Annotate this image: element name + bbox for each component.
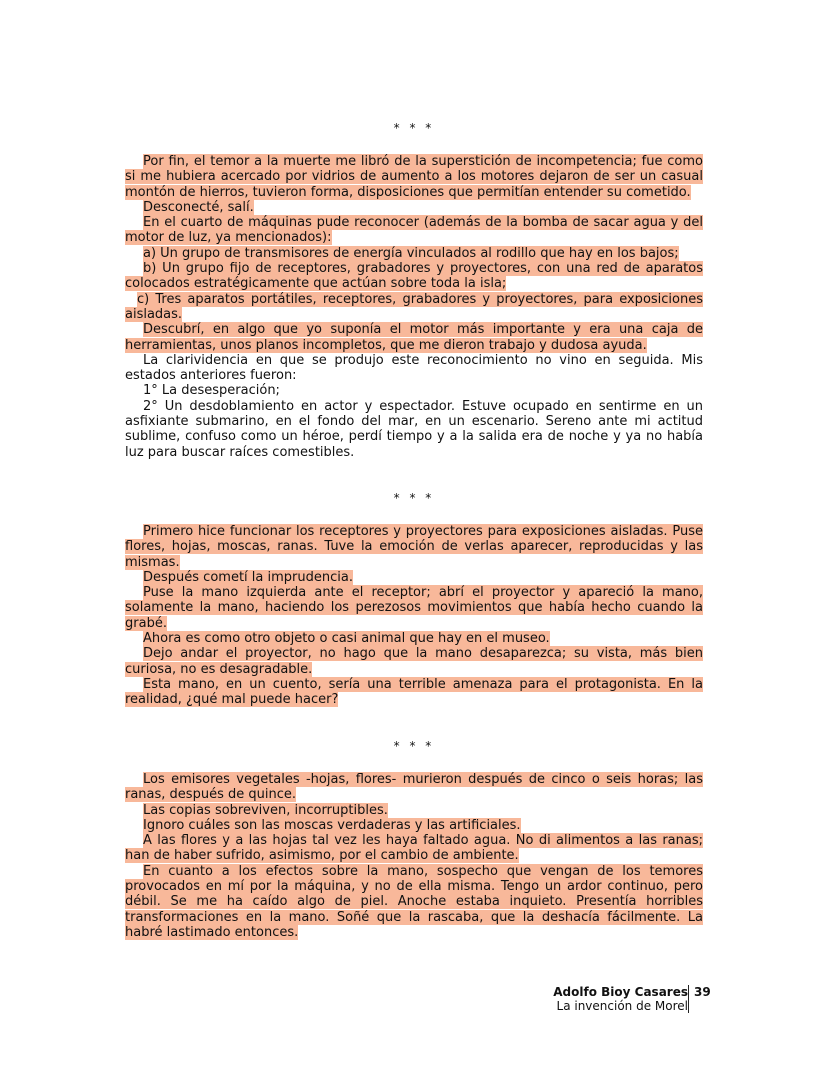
footer-book-title: La invención de Morel [556,999,688,1013]
section-3 [125,736,703,940]
paragraph: Ignoro cuáles son las moscas verdaderas y las artificiales. [143,817,521,833]
section-2 [125,488,703,708]
paragraph: Puse la mano izquierda ante el receptor; abrí el proyector y apareció la mano, solamente la mano, haciendo los perezosos movimientos que había hecho cuando la grabé. [125,585,703,631]
page-footer [553,985,711,1013]
paragraph: 1° La desesperación; [143,383,280,399]
section-separator: * * * [393,491,435,505]
paragraph: En el cuarto de máquinas pude reconocer (además de la bomba de sacar agua y del motor de luz, ya mencionados): [125,215,703,246]
paragraph: Los emisores vegetales -hojas, flores- murieron después de cinco o seis horas; las ranas, después de quince. [125,772,703,803]
paragraph: En cuanto a los efectos sobre la mano, sospecho que vengan de los temores provocados en mí por la máquina, y no de ella misma. Tengo un ardor continuo, pero débil. Se me ha caído algo de piel. Anoche estaba inquieto. Presentía horribles transformaciones en la mano. Soñé que la rascaba, que la deshacía fácilmente. La habré lastimado entonces. [125,863,703,940]
section-1 [125,118,703,460]
section-separator: * * * [393,121,435,135]
paragraph: A las flores y a las hojas tal vez les haya faltado agua. No di alimentos a las ranas; han de haber sufrido, asimismo, por el cambio de ambiente. [125,833,703,864]
paragraph: Desconecté, salí. [143,199,254,215]
paragraph: Primero hice funcionar los receptores y proyectores para exposiciones aisladas. Puse flores, hojas, moscas, ranas. Tuve la emoción de verlas aparecer, reproducidas y las mismas. [125,524,703,570]
page-number: 39 [688,985,711,1013]
paragraph: Ahora es como otro objeto o casi animal que hay en el museo. [143,631,550,647]
paragraph: Después cometí la imprudencia. [143,569,353,585]
paragraph: b) Un grupo fijo de receptores, grabadores y proyectores, con una red de aparatos colocados estratégicamente que actúan sobre toda la isla; [125,261,703,292]
paragraph: Esta mano, en un cuento, sería una terrible amenaza para el protagonista. En la realidad, ¿qué mal puede hacer? [125,676,703,708]
section-separator: * * * [393,739,435,753]
paragraph: Las copias sobreviven, incorruptibles. [143,802,388,818]
paragraph: a) Un grupo de transmisores de energía vinculados al rodillo que hay en los bajos; [143,245,679,261]
paragraph: Por fin, el temor a la muerte me libró de la superstición de incompetencia; fue como si me hubiera acercado por vidrios de aumento a los motores dejaron de ser un casual montón de hierros, tuvieron forma, disposiciones que permitían entender su cometido. [125,154,703,200]
footer-author: Adolfo Bioy Casares [553,985,688,999]
paragraph: Descubrí, en algo que yo suponía el motor más importante y era una caja de herramientas, unos planos incompletos, que me dieron trabajo y dudosa ayuda. [125,322,703,353]
paragraph: La clarividencia en que se produjo este reconocimiento no vino en seguida. Mis estados anteriores fueron: [125,352,703,384]
paragraph: c) Tres aparatos portátiles, receptores, grabadores y proyectores, para exposiciones aisladas. [125,291,703,322]
paragraph: Dejo andar el proyector, no hago que la mano desaparezca; su vista, más bien curiosa, no es desagradable. [125,646,703,677]
paragraph: 2° Un desdoblamiento en actor y espectador. Estuve ocupado en sentirme en un asfixiante submarino, en el fondo del mar, en un escenario. Sereno ante mi actitud sublime, confuso como un héroe, perdí tiempo y a la salida era de noche y ya no había luz para buscar raíces comestibles. [125,398,703,460]
